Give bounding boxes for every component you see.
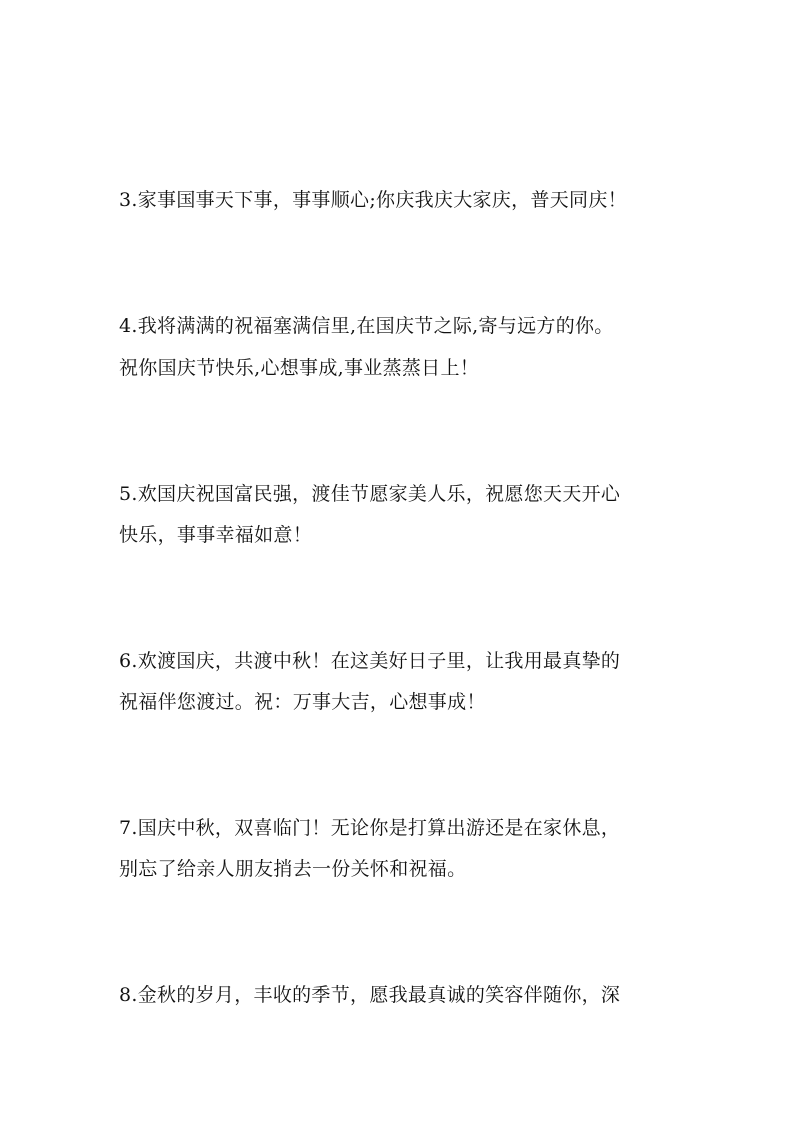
greeting-3-line-1: 3.家事国事天下事，事事顺心;你庆我庆大家庆，普天同庆！ <box>119 189 627 211</box>
greeting-8-line-1: 8.金秋的岁月，丰收的季节，愿我最真诚的笑容伴随你，深 <box>119 984 621 1006</box>
greeting-6-line-2: 祝福伴您渡过。祝：万事大吉，心想事成！ <box>119 691 486 713</box>
greeting-7-line-2: 别忘了给亲人朋友捎去一份关怀和祝福。 <box>119 858 467 880</box>
greeting-4-line-2: 祝你国庆节快乐,心想事成,事业蒸蒸日上！ <box>119 357 480 379</box>
greeting-4-line-1: 4.我将满满的祝福塞满信里,在国庆节之际,寄与远方的你。 <box>119 315 614 337</box>
greeting-5-line-1: 5.欢国庆祝国富民强，渡佳节愿家美人乐，祝愿您天天开心 <box>119 483 621 505</box>
greeting-6-line-1: 6.欢渡国庆，共渡中秋！在这美好日子里，让我用最真挚的 <box>119 650 621 672</box>
greeting-7-line-1: 7.国庆中秋，双喜临门！无论你是打算出游还是在家休息， <box>119 817 621 839</box>
greeting-5-line-2: 快乐，事事幸福如意！ <box>119 524 313 546</box>
